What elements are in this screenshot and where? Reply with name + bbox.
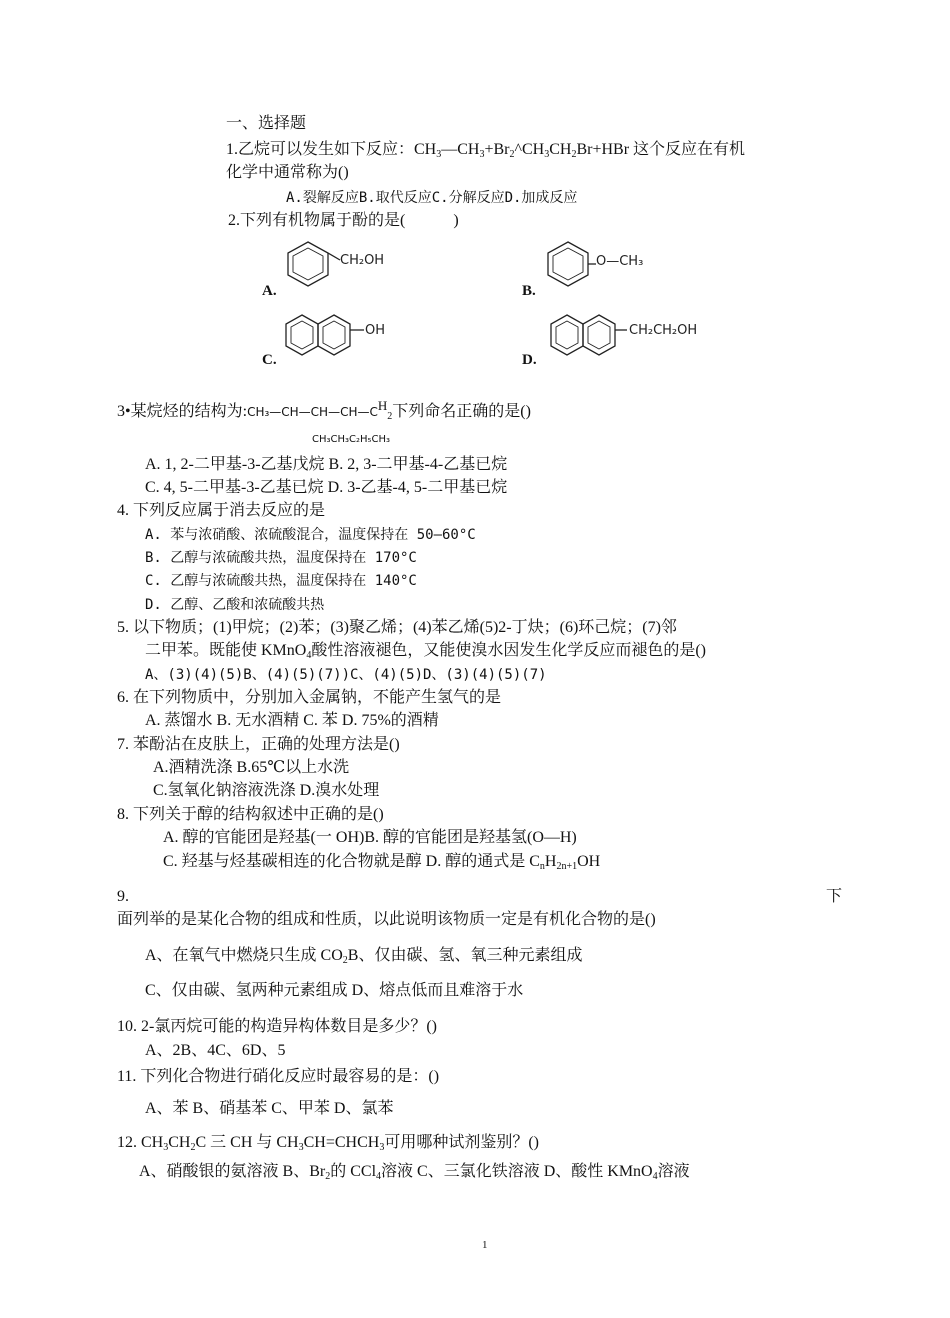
q3-options-cd: C. 4, 5-二甲基-3-乙基已烷 D. 3-乙基-4, 5-二甲基已烷: [145, 479, 508, 496]
q3-options-ab: A. 1, 2-二甲基-3-乙基戊烷 B. 2, 3-二甲基-4-乙基已烷: [145, 456, 508, 473]
q1-line1: 1.乙烷可以发生如下反应：$CH_3—CH_3+Br_2\^{}CH_3CH_2Br+HBr$ 这个反应在有机: [226, 141, 746, 160]
q12-options: A、硝酸银的氨溶液 B、$Br_2$的 CCl$_4$溶液 C、三氯化铁溶液 D、酸性 KMnO$_4$溶液: [139, 1163, 690, 1182]
q11-options: A、苯 B、硝基苯 C、甲苯 D、氯苯: [145, 1100, 394, 1117]
q4-option-b: B. 乙醇与浓硫酸共热，温度保持在 170°C: [145, 550, 417, 566]
benzyl-alcohol-structure: [280, 240, 410, 290]
q9-options-ab: A、在氧气中燃烧只生成 $CO_2B$、仅由碳、氢、氧三种元素组成: [145, 947, 583, 966]
q6-options: A. 蒸馏水 B. 无水酒精 C. 苯 D. 75%的酒精: [145, 712, 439, 729]
q3-stem: 3•某烷烃的结构为$:CH_3—CH—CH—CH—C^H_2$下列命名正确的是(): [117, 398, 531, 422]
q3-branch: CH₃CH₃C₂H₅CH₃: [312, 434, 391, 445]
q1-line2: 化学中通常称为(): [226, 164, 349, 181]
group-ch2ch2oh: CH₂CH₂OH: [629, 323, 698, 338]
q7-options-ab: A.酒精洗涤 B.65℃以上水洗: [153, 759, 350, 776]
q9-continued: 下: [826, 888, 843, 905]
q2-label-b: B.: [522, 283, 536, 299]
q7-options-cd: C.氢氧化钠溶液洗涤 D.溴水处理: [153, 782, 380, 799]
q8-stem: 8. 下列关于醇的结构叙述中正确的是(): [117, 806, 384, 823]
q2-label-c: C.: [262, 352, 277, 368]
q11-stem: 11. 下列化合物进行硝化反应时最容易的是：(): [117, 1068, 440, 1085]
q10-options: A、2B、4C、6D、5: [145, 1042, 286, 1059]
group-oh: OH: [365, 323, 386, 338]
page-number: 1: [482, 1239, 488, 1251]
q4-stem: 4. 下列反应属于消去反应的是: [117, 502, 326, 519]
q4-option-a: A. 苯与浓硝酸、浓硫酸混合，温度保持在 50—60°C: [145, 527, 476, 543]
q4-option-c: C. 乙醇与浓硫酸共热，温度保持在 140°C: [145, 573, 417, 589]
group-ch2oh: CH₂OH: [340, 253, 385, 268]
q2-stem: 2.下列有机物属于酚的是( ): [228, 212, 459, 229]
naphthol-structure: [280, 312, 410, 364]
q5-options: A、(3)(4)(5)B、(4)(5)(7))C、(4)(5)D、(3)(4)(5)(7): [145, 667, 547, 683]
q9-number: 9.: [117, 888, 129, 905]
q8-options-cd: C. 羟基与烃基碳相连的化合物就是醇 D. 醇的通式是 $C_nH_{2n+1}OH$: [163, 853, 601, 872]
group-och3: O—CH₃: [596, 254, 644, 269]
q10-stem: 10. 2-氯丙烷可能的构造异构体数目是多少？(): [117, 1018, 437, 1035]
section-title: 一、选择题: [226, 115, 307, 132]
q2-label-a: A.: [262, 283, 277, 299]
q1-options: A.裂解反应B.取代反应C.分解反应D.加成反应: [286, 190, 578, 206]
q12-stem: 12. $CH_3CH_2C$ 三 CH 与 $CH_3CH=CHCH_3$可用哪种试剂鉴别？(): [117, 1134, 539, 1153]
anisole-structure: [540, 240, 680, 290]
q9-stem: 面列举的是某化合物的组成和性质，以此说明该物质一定是有机化合物的是(): [117, 911, 656, 928]
q2-label-d: D.: [522, 352, 537, 368]
q5-line1: 5. 以下物质；(1)甲烷；(2)苯；(3)聚乙烯；(4)苯乙烯(5)2-丁炔；(6)环己烷；(7)邻: [117, 619, 677, 636]
q8-options-ab: A. 醇的官能团是羟基(一 OH)B. 醇的官能团是羟基氢(O—H): [163, 829, 577, 846]
q6-stem: 6. 在下列物质中，分别加入金属钠，不能产生氢气的是: [117, 689, 502, 706]
q7-stem: 7. 苯酚沾在皮肤上，正确的处理方法是(): [117, 736, 400, 753]
q5-line2: 二甲苯。既能使 KMnO$_4$酸性溶液褪色，又能使溴水因发生化学反应而褪色的是(): [145, 642, 707, 661]
naphthylethanol-structure: [545, 312, 725, 364]
q4-option-d: D. 乙醇、乙酸和浓硫酸共热: [145, 597, 325, 613]
q9-options-cd: C、仅由碳、氢两种元素组成 D、熔点低而且难溶于水: [145, 982, 524, 999]
